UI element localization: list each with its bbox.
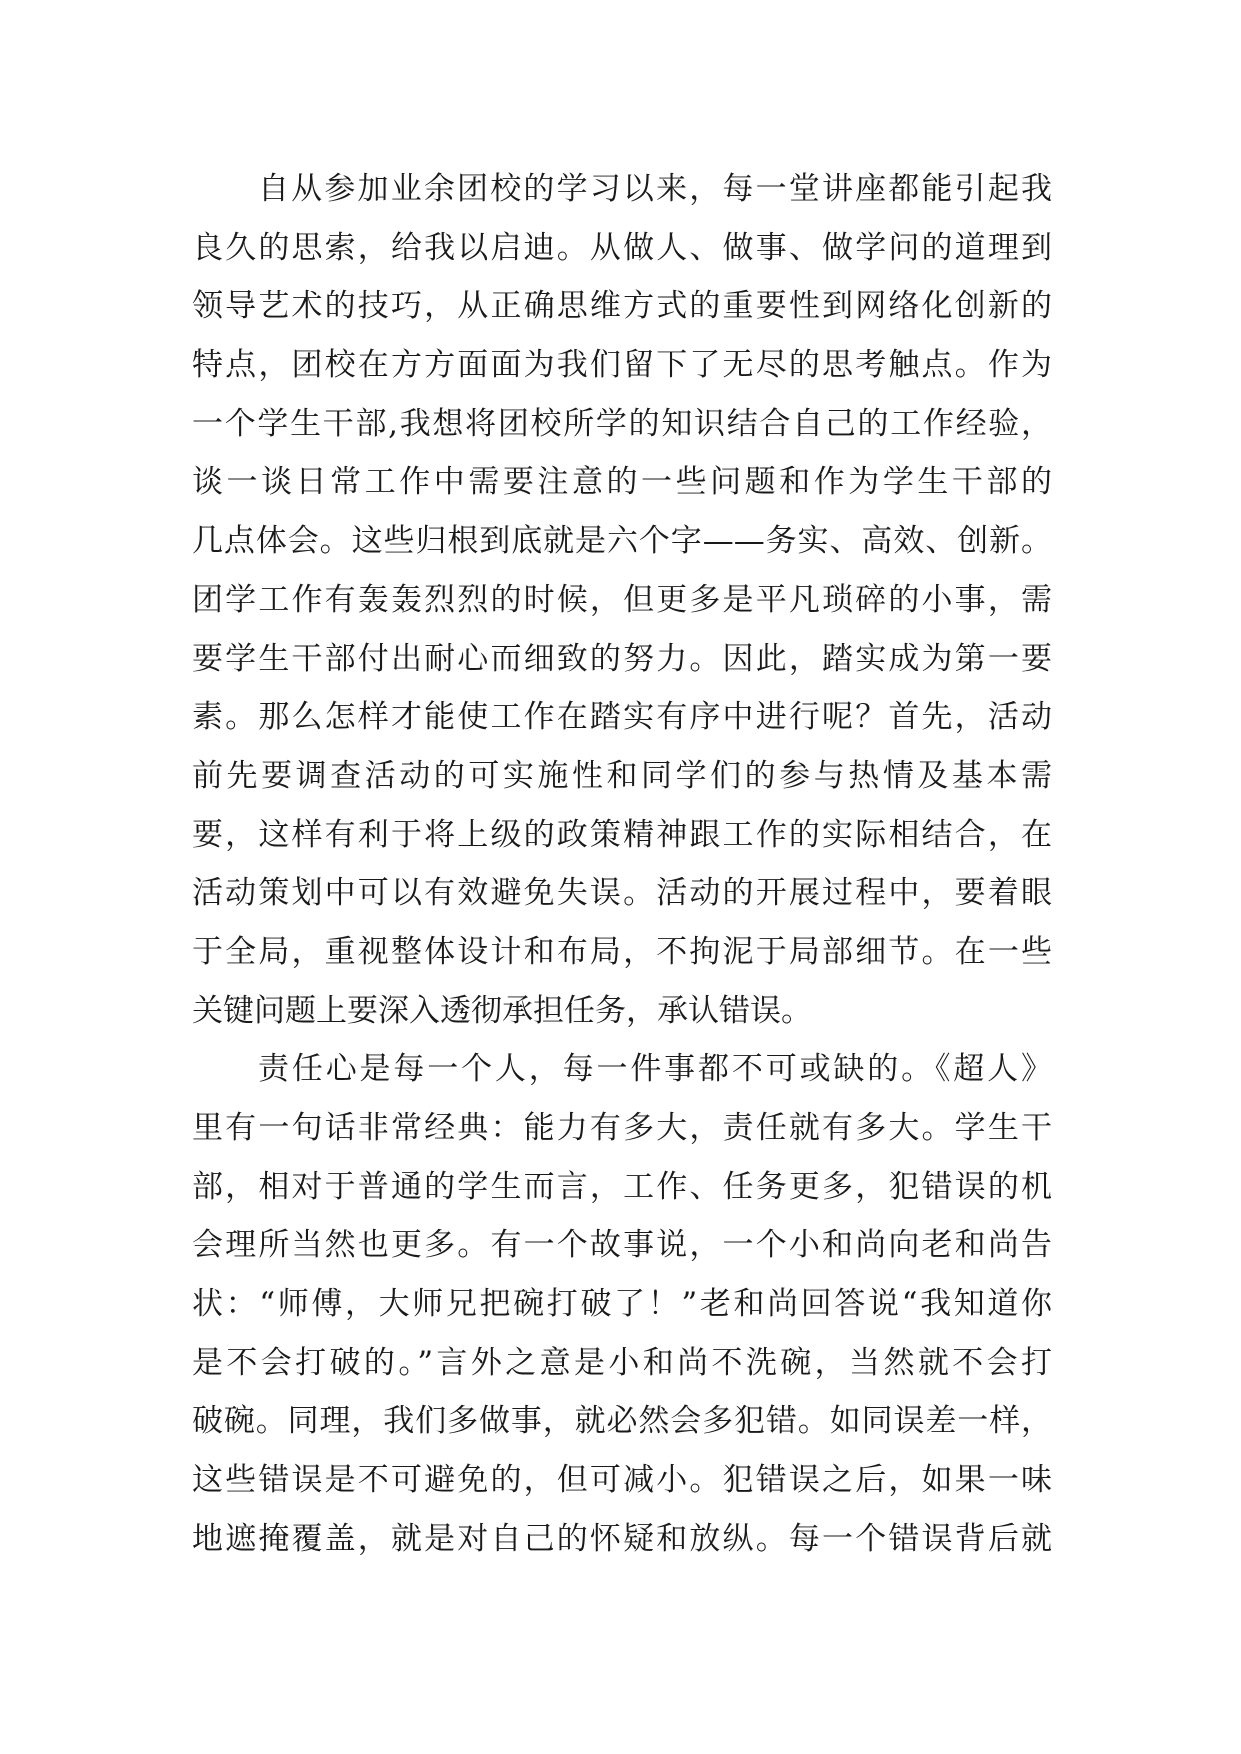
- text-line: 谈一谈日常工作中需要注意的一些问题和作为学生干部的: [192, 464, 1052, 501]
- text-line: 关键问题上要深入透彻承担任务，承认错误。: [192, 992, 812, 1029]
- text-line: 要学生干部付出耐心而细致的努力。因此，踏实成为第一要: [192, 640, 1052, 677]
- text-line: 责任心是每一个人，每一件事都不可或缺的。《超人》: [258, 1051, 1052, 1088]
- text-line: 部，相对于普通的学生而言，工作、任务更多，犯错误的机: [192, 1168, 1052, 1205]
- text-line: 活动策划中可以有效避免失误。活动的开展过程中，要着眼: [192, 875, 1052, 912]
- text-line: 于全局，重视整体设计和布局，不拘泥于局部细节。在一些: [192, 933, 1052, 970]
- text-line: 破碗。同理，我们多做事，就必然会多犯错。如同误差一样，: [192, 1403, 1052, 1440]
- text-line: 一个学生干部,我想将团校所学的知识结合自己的工作经验，: [192, 405, 1052, 442]
- text-line: 状：“师傅，大师兄把碗打破了！”老和尚回答说“我知道你: [192, 1286, 1052, 1323]
- text-line: 良久的思索，给我以启迪。从做人、做事、做学问的道理到: [192, 229, 1052, 266]
- text-line: 里有一句话非常经典：能力有多大，责任就有多大。学生干: [192, 1110, 1052, 1146]
- text-line: 是不会打破的。”言外之意是小和尚不洗碗，当然就不会打: [192, 1344, 1052, 1381]
- text-line: 特点，团校在方方面面为我们留下了无尽的思考触点。作为: [192, 347, 1052, 384]
- text-line: 前先要调查活动的可实施性和同学们的参与热情及基本需: [192, 757, 1052, 794]
- text-line: 素。那么怎样才能使工作在踏实有序中进行呢？首先，活动: [192, 699, 1052, 736]
- text-line: 地遮掩覆盖，就是对自己的怀疑和放纵。每一个错误背后就: [192, 1520, 1052, 1557]
- text-line: 要，这样有利于将上级的政策精神跟工作的实际相结合，在: [192, 816, 1052, 853]
- text-line: 这些错误是不可避免的，但可减小。犯错误之后，如果一味: [192, 1462, 1052, 1499]
- paragraph: [192, 160, 1052, 1040]
- text-line: 领导艺术的技巧，从正确思维方式的重要性到网络化创新的: [192, 288, 1052, 325]
- text-line: 团学工作有轰轰烈烈的时候，但更多是平凡琐碎的小事，需: [192, 581, 1052, 618]
- text-line: 几点体会。这些归根到底就是六个字——务实、高效、创新。: [192, 523, 1052, 560]
- paragraph: [192, 1040, 1052, 1568]
- body-text: [192, 160, 1052, 1569]
- text-line: 会理所当然也更多。有一个故事说，一个小和尚向老和尚告: [192, 1227, 1052, 1264]
- text-line: 自从参加业余团校的学习以来，每一堂讲座都能引起我: [258, 171, 1052, 207]
